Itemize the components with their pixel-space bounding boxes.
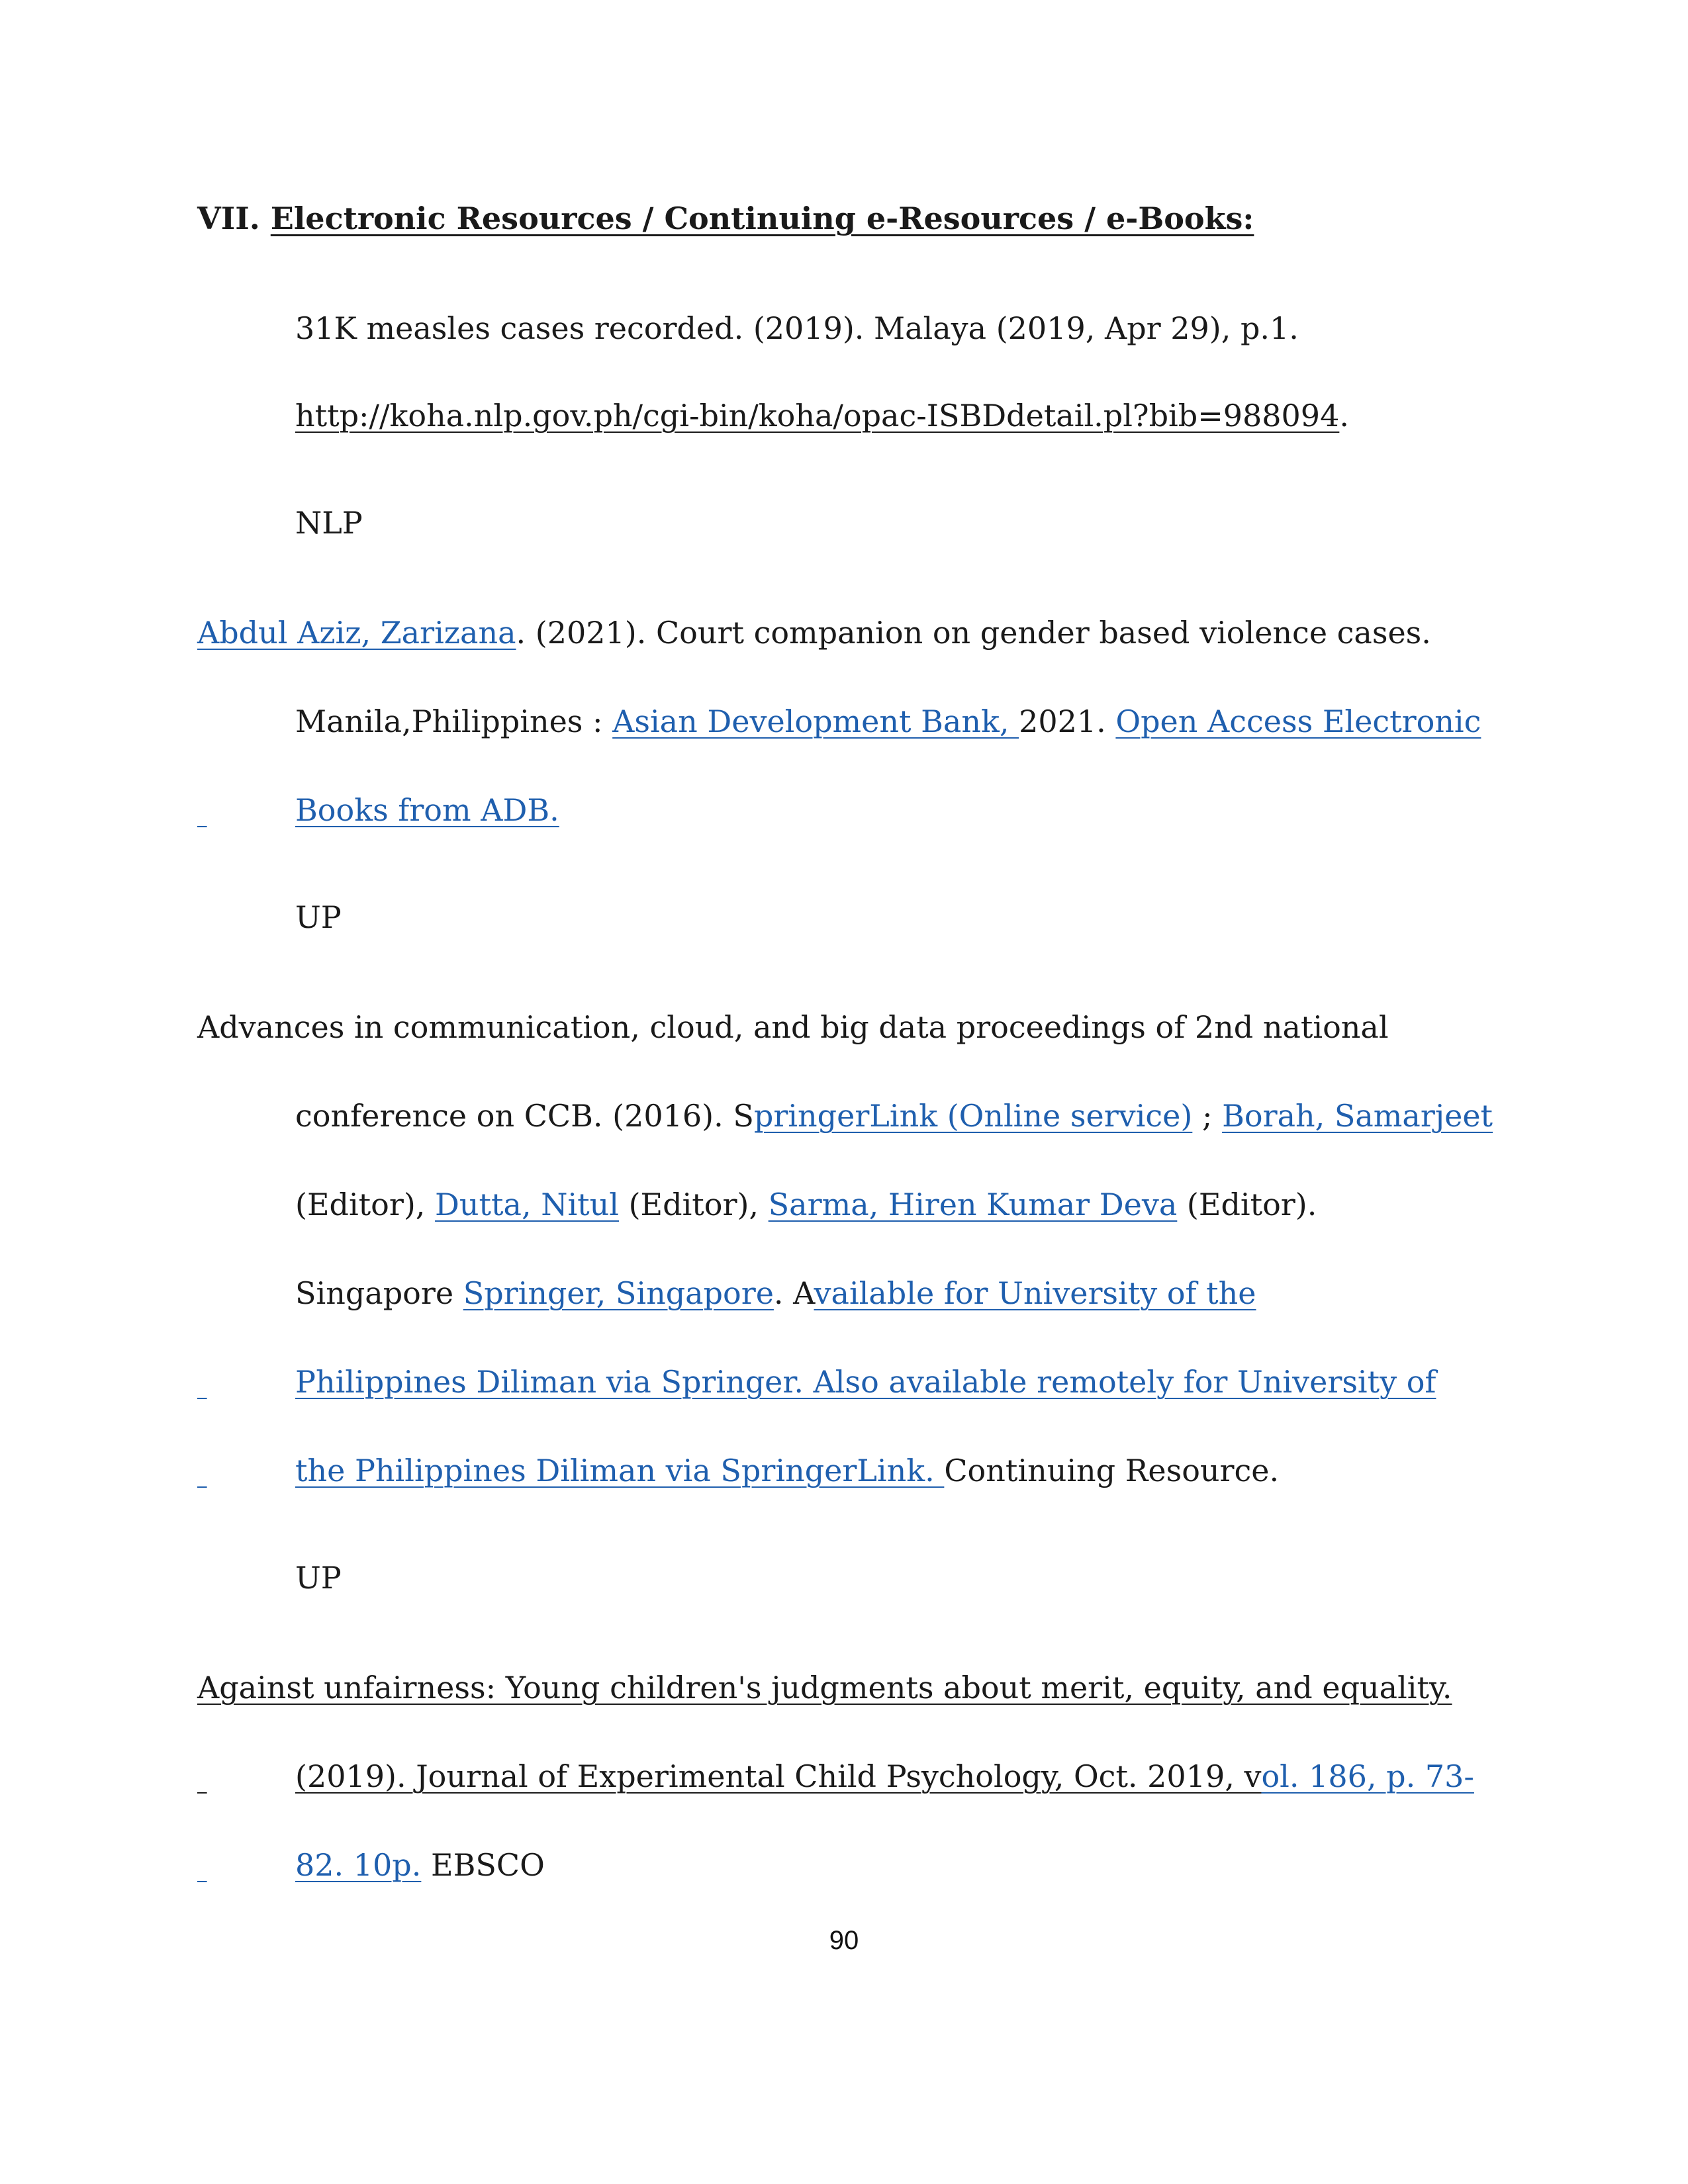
entry-2-collection-indent[interactable]: [197, 792, 295, 829]
entry-3-line-5-indent[interactable]: [197, 1363, 295, 1400]
entry-4-title-link[interactable]: Against unfairness: Young children's judgments about merit, equity, and equality.: [197, 1670, 1452, 1706]
entry-3-library: UP: [295, 1560, 342, 1596]
entry-4-line-3-indent[interactable]: [197, 1846, 295, 1884]
entry-2-line-1: [197, 614, 1431, 651]
entry-2-rest: . (2021). Court companion on gender based violence cases.: [516, 615, 1431, 651]
entry-4-line-1: [197, 1669, 1452, 1706]
entry-3-availability-link-cont[interactable]: Philippines Diliman via Springer. Also available remotely for University of: [295, 1364, 1436, 1400]
entry-4-line-3: [197, 1846, 545, 1884]
entry-2-year: 2021.: [1019, 704, 1116, 739]
entry-3-line-6-indent[interactable]: [197, 1452, 295, 1489]
entry-2-library: UP: [295, 899, 342, 935]
entry-3-line-2: [295, 1097, 1493, 1134]
entry-3-editor-2: (Editor),: [618, 1187, 769, 1222]
entry-1-line-1: 31K measles cases recorded. (2019). Malaya (2019, Apr 29), p.1.: [295, 310, 1299, 346]
entry-2-place: Manila,Philippines :: [295, 704, 613, 739]
entry-3-resource-type: Continuing Resource.: [944, 1453, 1280, 1488]
entry-2-line-2: [295, 703, 1481, 740]
section-title: Electronic Resources / Continuing e-Resources / e-Books:: [270, 201, 1254, 236]
entry-2-author-link[interactable]: Abdul Aziz, Zarizana: [197, 615, 516, 651]
entry-3-separator: ;: [1192, 1098, 1223, 1134]
entry-1-url-link[interactable]: http://koha.nlp.gov.ph/cgi-bin/koha/opac-ISBDdetail.pl?bib=988094: [295, 398, 1340, 433]
entry-1-library: NLP: [295, 505, 363, 541]
entry-4-line-2-indent[interactable]: [197, 1758, 295, 1795]
entry-3-editor-1: (Editor),: [295, 1187, 436, 1222]
entry-3-line-5: [197, 1363, 1436, 1400]
entry-4-journal-link[interactable]: (2019). Journal of Experimental Child Psychology, Oct. 2019, v: [295, 1758, 1262, 1794]
entry-3-dutta-link[interactable]: Dutta, Nitul: [435, 1187, 619, 1222]
entry-3-line-4-mid: . A: [773, 1275, 814, 1311]
entry-2-line-3: [197, 792, 559, 829]
entry-3-springerlink-link[interactable]: pringerLink (Online service): [753, 1098, 1193, 1134]
page-number: 90: [829, 1926, 859, 1955]
entry-1-line-2: [295, 397, 1349, 434]
entry-2-publisher-link[interactable]: Asian Development Bank,: [612, 704, 1019, 739]
entry-4-volume-link[interactable]: ol. 186, p. 73-: [1261, 1758, 1474, 1794]
entry-4-source: EBSCO: [421, 1847, 545, 1883]
entry-3-springer-singapore-link[interactable]: Springer, Singapore: [463, 1275, 774, 1311]
entry-3-line-3: [295, 1186, 1317, 1223]
entry-4-pages-link[interactable]: 82. 10p.: [295, 1847, 422, 1883]
entry-3-line-4: [295, 1275, 1256, 1312]
section-roman: VII.: [197, 201, 260, 236]
entry-2-collection-link[interactable]: Open Access Electronic: [1115, 704, 1481, 739]
section-heading: [197, 200, 1254, 237]
entry-3-line-6: [197, 1452, 1279, 1489]
entry-3-editor-3: (Editor).: [1177, 1187, 1317, 1222]
entry-3-line-2-text: conference on CCB. (2016). S: [295, 1098, 754, 1134]
entry-3-line-1: Advances in communication, cloud, and big data proceedings of 2nd national: [197, 1009, 1389, 1045]
entry-4-line-2: [197, 1758, 1474, 1795]
entry-1-url-tail: .: [1339, 398, 1349, 433]
entry-3-sarma-link[interactable]: Sarma, Hiren Kumar Deva: [768, 1187, 1178, 1222]
entry-3-place: Singapore: [295, 1275, 463, 1311]
entry-2-collection-link-cont[interactable]: Books from ADB.: [295, 792, 559, 828]
entry-3-availability-link[interactable]: vailable for University of the: [814, 1275, 1256, 1311]
entry-3-remote-link-cont[interactable]: the Philippines Diliman via SpringerLink.: [295, 1453, 945, 1488]
entry-3-borah-link[interactable]: Borah, Samarjeet: [1222, 1098, 1493, 1134]
